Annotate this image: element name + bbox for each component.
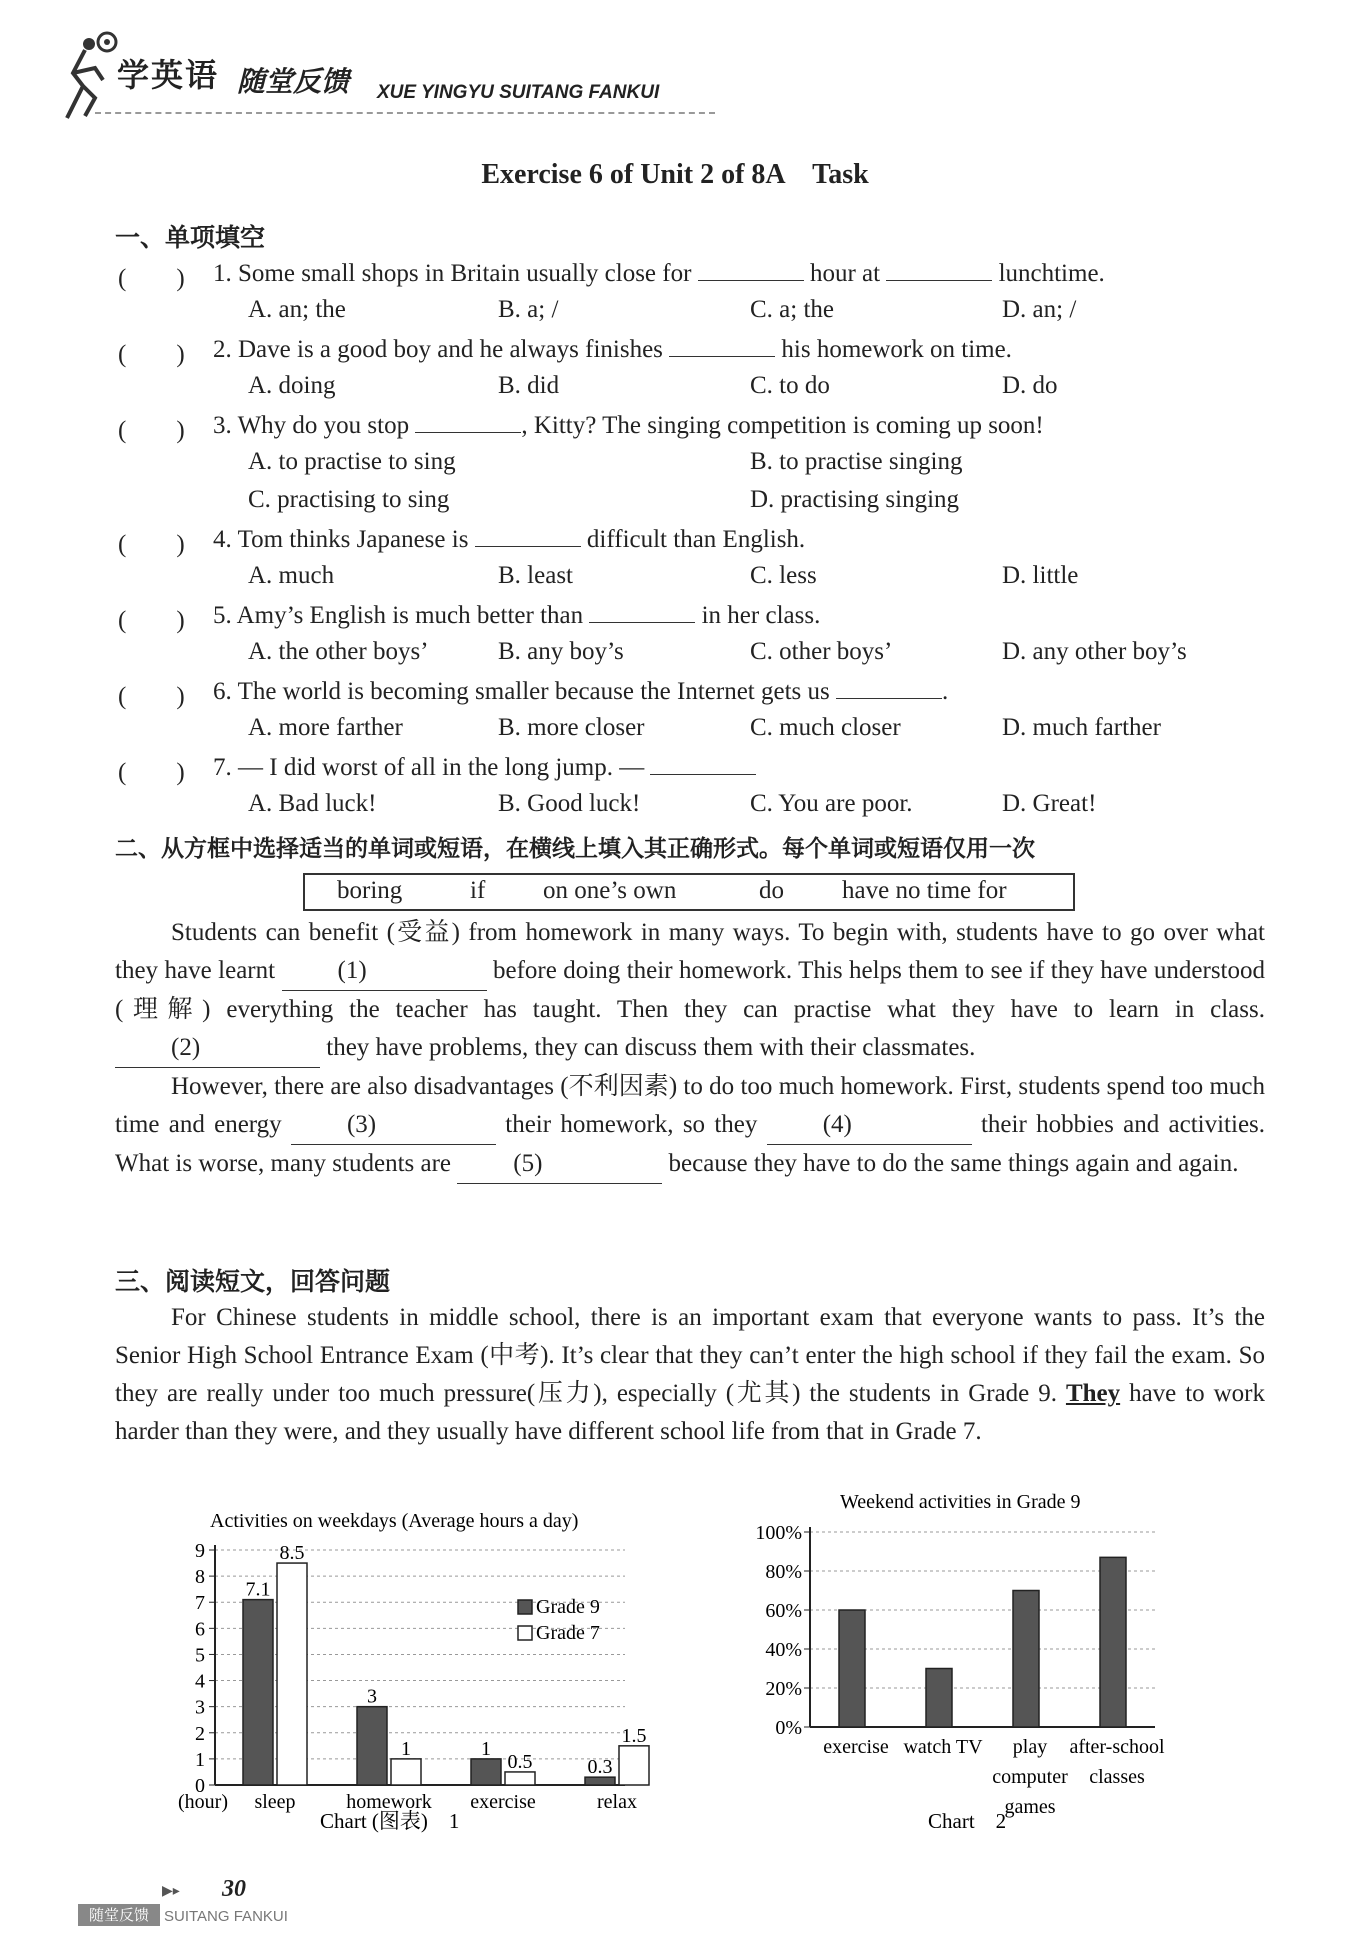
option-d: D. practising singing [750, 486, 960, 513]
bar [505, 1772, 535, 1785]
answer-blank[interactable] [669, 334, 775, 357]
y-tick-label: 6 [195, 1618, 205, 1641]
chart-title: Weekend activities in Grade 9 [840, 1491, 1081, 1513]
x-tick-label: play computer games [992, 1736, 1068, 1818]
runner-logo-icon [55, 28, 125, 123]
y-tick-label: 4 [195, 1670, 205, 1693]
fill-blank-3[interactable]: (3) [291, 1106, 496, 1145]
y-tick-label: 1 [195, 1748, 205, 1771]
data-label: 7.1 [245, 1578, 271, 1601]
data-label: 1 [481, 1737, 491, 1760]
question-bracket: ( ) [118, 417, 185, 444]
y-tick-label: 2 [195, 1722, 205, 1745]
option-a: A. Bad luck! [248, 790, 377, 817]
section3-passage [115, 1299, 1265, 1451]
word-option: on one’s own [543, 877, 677, 904]
chart-weekday-activities [170, 1505, 660, 1835]
x-tick-label: after-school classes [1069, 1736, 1165, 1788]
option-b: B. did [498, 372, 560, 399]
chart-title: Activities on weekdays (Average hours a day) [210, 1510, 579, 1532]
option-b: B. to practise singing [750, 448, 963, 475]
legend-label: Grade 9 [536, 1596, 600, 1618]
bar [471, 1759, 501, 1785]
option-d: D. any other boy’s [1002, 638, 1187, 665]
option-a: A. to practise to sing [248, 448, 456, 475]
x-tick-label: homework [346, 1791, 432, 1813]
option-a: A. an; the [248, 296, 346, 323]
paragraph: However, there are also disadvantages (不利因素) to do too much homework. First, students spend too much time and energy (3) their homework, so they (4) their hobbies and activities. What is worse, many students are (5) because they have to do the same things again and again. [115, 1068, 1265, 1184]
question-bracket: ( ) [118, 265, 185, 292]
option-b: B. any boy’s [498, 638, 624, 665]
question-bracket: ( ) [118, 759, 185, 786]
answer-blank[interactable] [886, 258, 992, 281]
underlined-word: They [1065, 1380, 1121, 1407]
section2-heading: 二、从方框中选择适当的单词或短语，在横线上填入其正确形式。每个单词或短语仅用一次 [115, 836, 1035, 862]
bar [391, 1759, 421, 1785]
option-c: C. less [750, 562, 817, 589]
page-number: 30 [222, 1876, 246, 1902]
section3-heading: 三、阅读短文，回答问题 [115, 1267, 391, 1296]
bar [1013, 1591, 1039, 1728]
option-c: C. other boys’ [750, 638, 893, 665]
y-tick-label: 9 [195, 1540, 205, 1562]
y-tick-label: 60% [765, 1600, 802, 1622]
y-tick-label: 20% [765, 1678, 802, 1700]
word-option: have no time for [842, 877, 1007, 904]
bar [585, 1777, 615, 1785]
chart-caption: Chart 2 [928, 1809, 1007, 1830]
question-4: 4. Tom thinks Japanese is difficult than English. [213, 526, 806, 553]
chart-caption: Chart (图表) 1 [320, 1809, 460, 1833]
option-c: C. practising to sing [248, 486, 450, 513]
page-header [55, 20, 675, 120]
question-5: 5. Amy’s English is much better than in her class. [213, 602, 821, 629]
question-bracket: ( ) [118, 607, 185, 634]
option-a: A. the other boys’ [248, 638, 429, 665]
header-divider [95, 112, 715, 114]
y-tick-label: 40% [765, 1639, 802, 1661]
fill-blank-1[interactable]: (1) [282, 952, 487, 991]
word-option: if [470, 877, 486, 904]
question-bracket: ( ) [118, 341, 185, 368]
option-d: D. much farther [1002, 714, 1161, 741]
fill-blank-2[interactable]: (2) [115, 1029, 320, 1068]
y-tick-label: 8 [195, 1566, 205, 1589]
brand-pinyin: XUE YINGYU SUITANG FANKUI [377, 82, 660, 103]
data-label: 1 [401, 1737, 411, 1760]
answer-blank[interactable] [475, 524, 581, 547]
option-d: D. little [1002, 562, 1079, 589]
answer-blank[interactable] [698, 258, 804, 281]
bar [926, 1669, 952, 1728]
word-option: do [759, 877, 784, 904]
question-bracket: ( ) [118, 683, 185, 710]
data-label: 1.5 [621, 1724, 647, 1747]
option-d: D. do [1002, 372, 1058, 399]
bar [357, 1707, 387, 1785]
x-tick-label: exercise [470, 1791, 536, 1813]
option-b: B. a; / [498, 296, 559, 323]
option-c: C. a; the [750, 296, 835, 323]
legend-label: Grade 7 [536, 1622, 600, 1644]
question-7: 7. — I did worst of all in the long jump. — [213, 752, 756, 782]
option-c: C. You are poor. [750, 790, 913, 817]
y-tick-label: 7 [195, 1592, 205, 1615]
question-1: 1. Some small shops in Britain usually close for hour at lunchtime. [213, 260, 1105, 287]
x-tick-label: exercise [823, 1736, 889, 1758]
y-tick-label: 5 [195, 1644, 205, 1667]
fill-blank-5[interactable]: (5) [457, 1145, 662, 1184]
option-b: B. least [498, 562, 573, 589]
section2-passage [115, 914, 1265, 1184]
word-box [303, 873, 1075, 911]
data-label: 0.5 [507, 1750, 533, 1773]
answer-blank[interactable] [836, 676, 942, 699]
option-d: D. Great! [1002, 790, 1097, 817]
option-b: B. more closer [498, 714, 645, 741]
bar [619, 1746, 649, 1785]
answer-blank[interactable] [415, 410, 521, 433]
bar [1100, 1557, 1126, 1727]
y-tick-label: 80% [765, 1561, 802, 1583]
option-d: D. an; / [1002, 296, 1077, 323]
option-c: C. much closer [750, 714, 901, 741]
chart-weekend-activities [740, 1480, 1210, 1830]
legend-swatch [518, 1626, 532, 1640]
data-label: 8.5 [279, 1542, 305, 1565]
page-title: Exercise 6 of Unit 2 of 8A Task [481, 159, 869, 190]
x-tick-label: relax [597, 1791, 637, 1813]
option-c: C. to do [750, 372, 830, 399]
question-2: 2. Dave is a good boy and he always finishes his homework on time. [213, 336, 1012, 363]
x-tick-label: sleep [254, 1791, 296, 1813]
word-option: boring [337, 877, 403, 904]
bar [839, 1610, 865, 1727]
y-tick-label: 100% [755, 1522, 802, 1544]
question-6: 6. The world is becoming smaller because the Internet gets us . [213, 678, 949, 705]
arrow-icon: ▶▸ [162, 1883, 180, 1899]
answer-blank[interactable] [589, 600, 695, 623]
x-axis-label: (hour) [178, 1791, 228, 1813]
paragraph: Students can benefit (受益) from homework in many ways. To begin with, students have to go over what they have learnt (1) before doing their homework. This helps them to see if they have understood (理解) everything the teacher has taught. Then they can practise what they have to learn in class. (2) they have problems, they can discuss them with their classmates. [115, 914, 1265, 1068]
data-label: 0.3 [587, 1756, 613, 1779]
bar [277, 1563, 307, 1785]
brand-title: 学英语 [117, 56, 220, 94]
y-tick-label: 0% [775, 1717, 802, 1739]
option-a: A. more farther [248, 714, 403, 741]
y-tick-label: 3 [195, 1696, 205, 1719]
footer-logo: 随堂反馈 SUITANG FANKUI [78, 1904, 288, 1928]
question-bracket: ( ) [118, 531, 185, 558]
option-a: A. much [248, 562, 335, 589]
paragraph: For Chinese students in middle school, there is an important exam that everyone wants to pass. It’s the Senior High School Entrance Exam (中考). It’s clear that they can’t enter the high school if they fail the exam. So they are really under too much pressure(压力), especially (尤其) the students in Grade 9. They have to work harder than they were, and they usually have different school life from that in Grade 7. [115, 1304, 1265, 1445]
fill-blank-4[interactable]: (4) [767, 1106, 972, 1145]
section1-heading: 一、单项填空 [115, 223, 266, 252]
bar [243, 1600, 273, 1785]
option-b: B. Good luck! [498, 790, 641, 817]
legend-swatch [518, 1600, 532, 1614]
answer-blank[interactable] [650, 752, 756, 775]
question-3: 3. Why do you stop , Kitty? The singing competition is coming up soon! [213, 412, 1044, 439]
brand-subtitle: 随堂反馈 [237, 65, 350, 98]
option-a: A. doing [248, 372, 336, 399]
y-tick-label: 0 [195, 1775, 205, 1797]
data-label: 3 [367, 1685, 377, 1708]
x-tick-label: watch TV [903, 1736, 983, 1758]
